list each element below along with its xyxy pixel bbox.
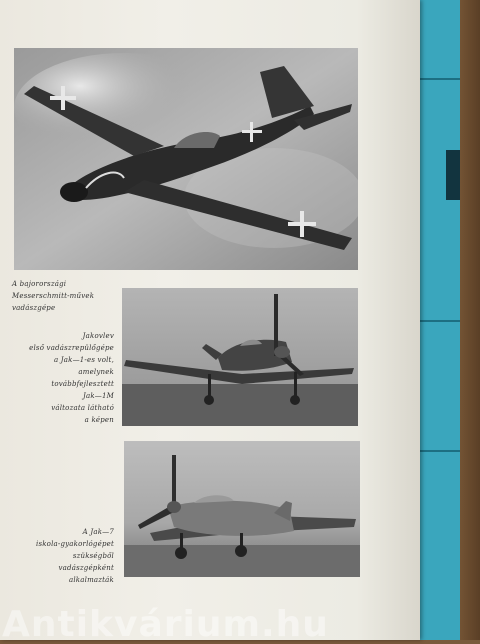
caption-line: Jakovlev bbox=[82, 332, 114, 340]
caption-line: a Jak—1-es volt, bbox=[53, 356, 114, 364]
photo-jak-7 bbox=[124, 441, 360, 577]
caption-line: változata látható bbox=[51, 404, 114, 412]
caption-messerschmitt bbox=[12, 278, 112, 314]
cover-stripe bbox=[418, 78, 460, 80]
jak-1m-plane-image bbox=[122, 288, 358, 426]
cover-stripe bbox=[418, 450, 460, 452]
caption-line: alkalmazták bbox=[69, 576, 114, 584]
caption-line: iskola-gyakorlógépet bbox=[36, 540, 114, 548]
caption-line: a képen bbox=[84, 416, 114, 424]
caption-line: A Jak—7 bbox=[82, 528, 114, 536]
caption-line: A bajorországi bbox=[12, 280, 67, 288]
caption-line: továbbfejlesztett bbox=[51, 380, 114, 388]
caption-line: vadászgépe bbox=[12, 304, 56, 312]
caption-jak-1m bbox=[10, 330, 114, 426]
caption-line: Jak—1M bbox=[82, 392, 114, 400]
watermark-text: Antikvárium.hu bbox=[2, 604, 329, 644]
photo-jak-1m bbox=[122, 288, 358, 426]
cover-dark-block bbox=[446, 150, 460, 200]
caption-line: szükségből bbox=[72, 552, 114, 560]
messerschmitt-plane-image bbox=[14, 48, 358, 270]
caption-line: amelynek bbox=[78, 368, 114, 376]
photo-messerschmitt bbox=[14, 48, 358, 270]
caption-line: vadászgépként bbox=[58, 564, 114, 572]
caption-line: első vadászrepülőgépe bbox=[29, 344, 114, 352]
cover-stripe bbox=[418, 320, 460, 322]
jak-7-plane-image bbox=[124, 441, 360, 577]
caption-jak-7 bbox=[10, 526, 114, 586]
caption-line: Messerschmitt-művek bbox=[12, 292, 95, 300]
